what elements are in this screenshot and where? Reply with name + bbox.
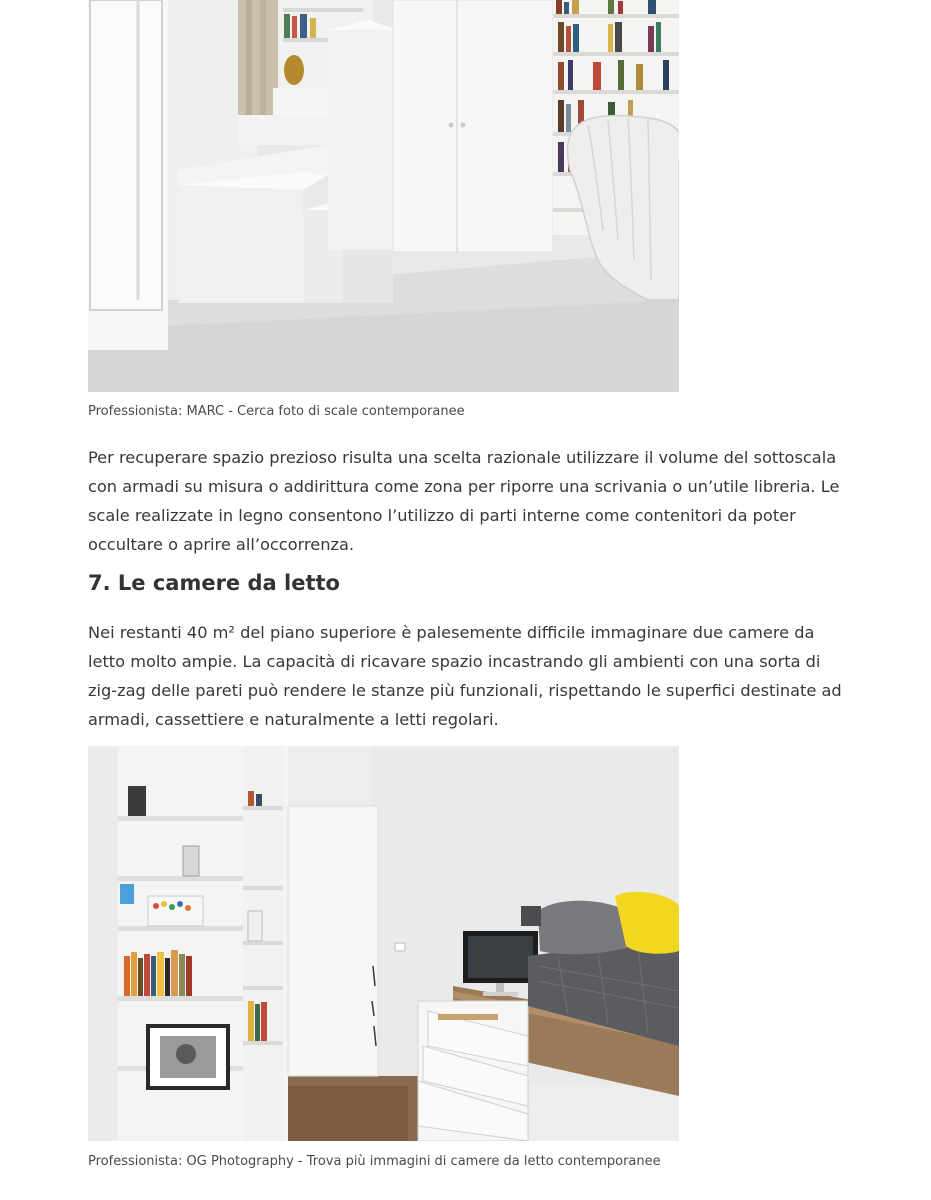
bedroom-photo[interactable] — [88, 746, 679, 1141]
section-heading: 7. Le camere da letto — [88, 571, 340, 595]
article-paragraph: Nei restanti 40 m² del piano superiore è palesemente difficile immaginare due camere da letto molto ampie. La capacità di ricavare spazio incastrando gli ambienti con una sorta di zig-zag delle pareti può rendere le stanze più funzionali, rispettando le superfici destinate ad armadi, cassettiere e naturalmente a letti regolari. — [88, 623, 842, 729]
bedroom-illustration — [88, 746, 679, 1141]
photo-caption: Professionista: MARC - Cerca foto di scale contemporanee — [88, 404, 465, 419]
article-paragraph: Per recuperare spazio prezioso risulta una scelta razionale utilizzare il volume del sottoscala con armadi su misura o addirittura come zona per riporre una scrivania o un’utile libreria. Le scale realizzate in legno consentono l’utilizzo di parti interne come contenitori da poter occultare o aprire all’occorrenza. — [88, 448, 840, 554]
staircase-photo[interactable] — [88, 0, 679, 392]
staircase-illustration — [88, 0, 679, 392]
photo-caption: Professionista: OG Photography - Trova più immagini di camere da letto contemporanee — [88, 1154, 661, 1169]
